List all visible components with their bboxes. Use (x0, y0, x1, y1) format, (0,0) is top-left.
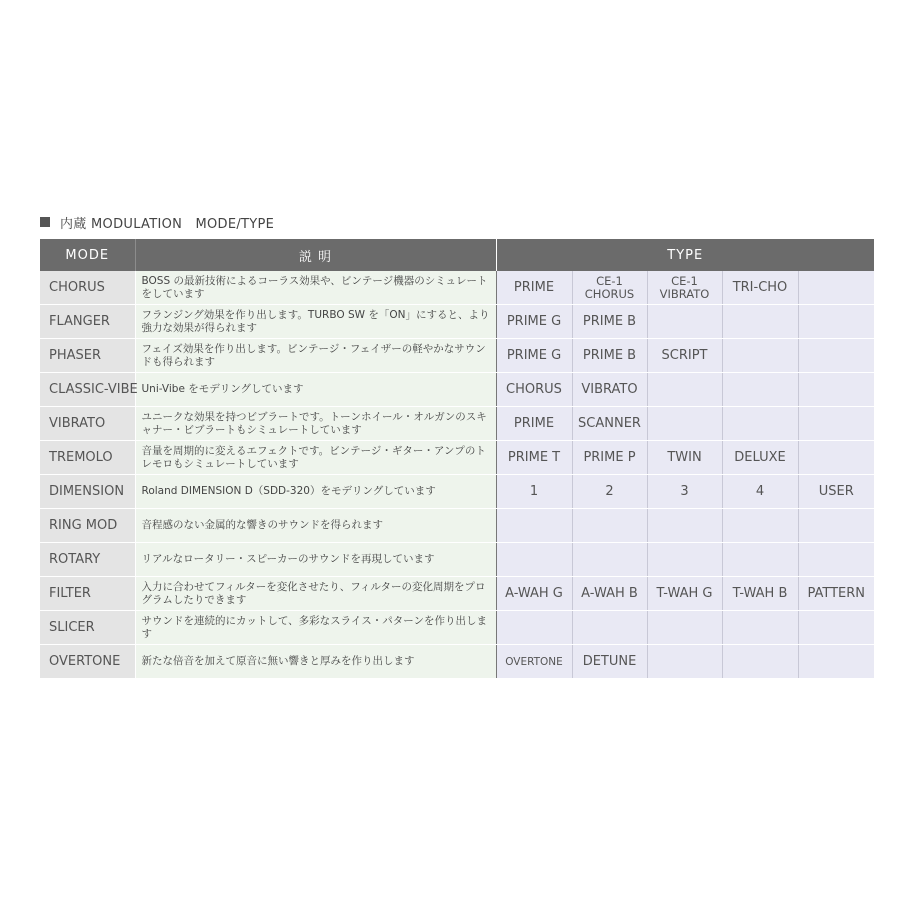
type-cell: TWIN (647, 441, 722, 475)
type-cell: PRIME G (496, 305, 572, 339)
description-cell: Roland DIMENSION D（SDD-320）をモデリングしています (135, 475, 496, 509)
table-row (40, 509, 874, 543)
type-cell (798, 407, 874, 441)
type-cell (798, 611, 874, 645)
table-row (40, 611, 874, 645)
type-cell (496, 543, 572, 577)
table-row (40, 339, 874, 373)
square-bullet-icon (40, 217, 50, 227)
description-cell: 音量を周期的に変えるエフェクトです。ビンテージ・ギター・アンプのトレモロもシミュレートしています (135, 441, 496, 475)
mode-cell: VIBRATO (40, 407, 135, 441)
type-cell (647, 305, 722, 339)
type-cell: 1 (496, 475, 572, 509)
section-title (40, 212, 274, 232)
type-cell (496, 509, 572, 543)
type-cell: DELUXE (722, 441, 798, 475)
type-cell: PRIME (496, 271, 572, 305)
table-row (40, 373, 874, 407)
table-row (40, 475, 874, 509)
type-cell: CE-1 VIBRATO (647, 271, 722, 305)
type-cell (722, 339, 798, 373)
type-cell (798, 509, 874, 543)
mode-cell: FLANGER (40, 305, 135, 339)
type-cell (798, 543, 874, 577)
type-cell: PRIME G (496, 339, 572, 373)
type-cell (647, 373, 722, 407)
mode-cell: OVERTONE (40, 645, 135, 679)
type-cell (798, 645, 874, 679)
header-description: 説 明 (135, 239, 496, 271)
mode-cell: PHASER (40, 339, 135, 373)
type-cell (647, 407, 722, 441)
description-cell: サウンドを連続的にカットして、多彩なスライス・パターンを作り出します (135, 611, 496, 645)
type-cell: PRIME (496, 407, 572, 441)
type-cell: 2 (572, 475, 647, 509)
type-cell: USER (798, 475, 874, 509)
type-cell: OVERTONE (496, 645, 572, 679)
mode-cell: RING MOD (40, 509, 135, 543)
mode-cell: CLASSIC-VIBE (40, 373, 135, 407)
type-cell (722, 645, 798, 679)
type-cell (572, 611, 647, 645)
type-cell (722, 611, 798, 645)
mode-cell: CHORUS (40, 271, 135, 305)
type-cell (647, 543, 722, 577)
type-cell (798, 271, 874, 305)
type-cell: PRIME B (572, 339, 647, 373)
description-cell: 音程感のない金属的な響きのサウンドを得られます (135, 509, 496, 543)
description-cell: 入力に合わせてフィルターを変化させたり、フィルターの変化周期をプログラムしたりできます (135, 577, 496, 611)
table-row (40, 407, 874, 441)
description-cell: Uni-Vibe をモデリングしています (135, 373, 496, 407)
description-cell: フェイズ効果を作り出します。ビンテージ・フェイザーの軽やかなサウンドも得られます (135, 339, 496, 373)
type-cell (722, 305, 798, 339)
type-cell: PRIME T (496, 441, 572, 475)
type-cell (647, 645, 722, 679)
table-row (40, 271, 874, 305)
type-cell: CE-1 CHORUS (572, 271, 647, 305)
type-cell: A-WAH G (496, 577, 572, 611)
type-cell (798, 373, 874, 407)
table-row (40, 645, 874, 679)
type-cell: VIBRATO (572, 373, 647, 407)
type-cell (722, 543, 798, 577)
mode-cell: DIMENSION (40, 475, 135, 509)
type-cell (798, 339, 874, 373)
description-cell: BOSS の最新技術によるコーラス効果や、ビンテージ機器のシミュレートをしています (135, 271, 496, 305)
type-cell (722, 407, 798, 441)
type-cell (647, 611, 722, 645)
mode-cell: FILTER (40, 577, 135, 611)
header-mode: MODE (40, 239, 135, 271)
description-cell: フランジング効果を作り出します。TURBO SW を「ON」にすると、より強力な効果が得られます (135, 305, 496, 339)
type-cell (722, 509, 798, 543)
type-cell: A-WAH B (572, 577, 647, 611)
type-cell (572, 543, 647, 577)
description-cell: 新たな倍音を加えて原音に無い響きと厚みを作り出します (135, 645, 496, 679)
description-cell: ユニークな効果を持つビブラートです。トーンホイール・オルガンのスキャナー・ビブラートもシミュレートしています (135, 407, 496, 441)
type-cell: PATTERN (798, 577, 874, 611)
type-cell: PRIME P (572, 441, 647, 475)
modulation-table (40, 239, 874, 679)
mode-cell: SLICER (40, 611, 135, 645)
type-cell: SCANNER (572, 407, 647, 441)
type-cell: 4 (722, 475, 798, 509)
type-cell (722, 373, 798, 407)
header-type: TYPE (496, 239, 874, 271)
mode-cell: TREMOLO (40, 441, 135, 475)
type-cell: SCRIPT (647, 339, 722, 373)
type-cell (647, 509, 722, 543)
description-cell: リアルなロータリー・スピーカーのサウンドを再現しています (135, 543, 496, 577)
type-cell: CHORUS (496, 373, 572, 407)
type-cell: TRI-CHO (722, 271, 798, 305)
table-row (40, 441, 874, 475)
type-cell: DETUNE (572, 645, 647, 679)
table-header-row (40, 239, 874, 271)
table-row (40, 305, 874, 339)
table-row (40, 577, 874, 611)
type-cell: T-WAH B (722, 577, 798, 611)
type-cell (798, 441, 874, 475)
type-cell (798, 305, 874, 339)
type-cell: 3 (647, 475, 722, 509)
mode-cell: ROTARY (40, 543, 135, 577)
type-cell: PRIME B (572, 305, 647, 339)
table-row (40, 543, 874, 577)
type-cell: T-WAH G (647, 577, 722, 611)
type-cell (572, 509, 647, 543)
section-title-text: 内蔵 MODULATION MODE/TYPE (60, 216, 275, 232)
type-cell (496, 611, 572, 645)
